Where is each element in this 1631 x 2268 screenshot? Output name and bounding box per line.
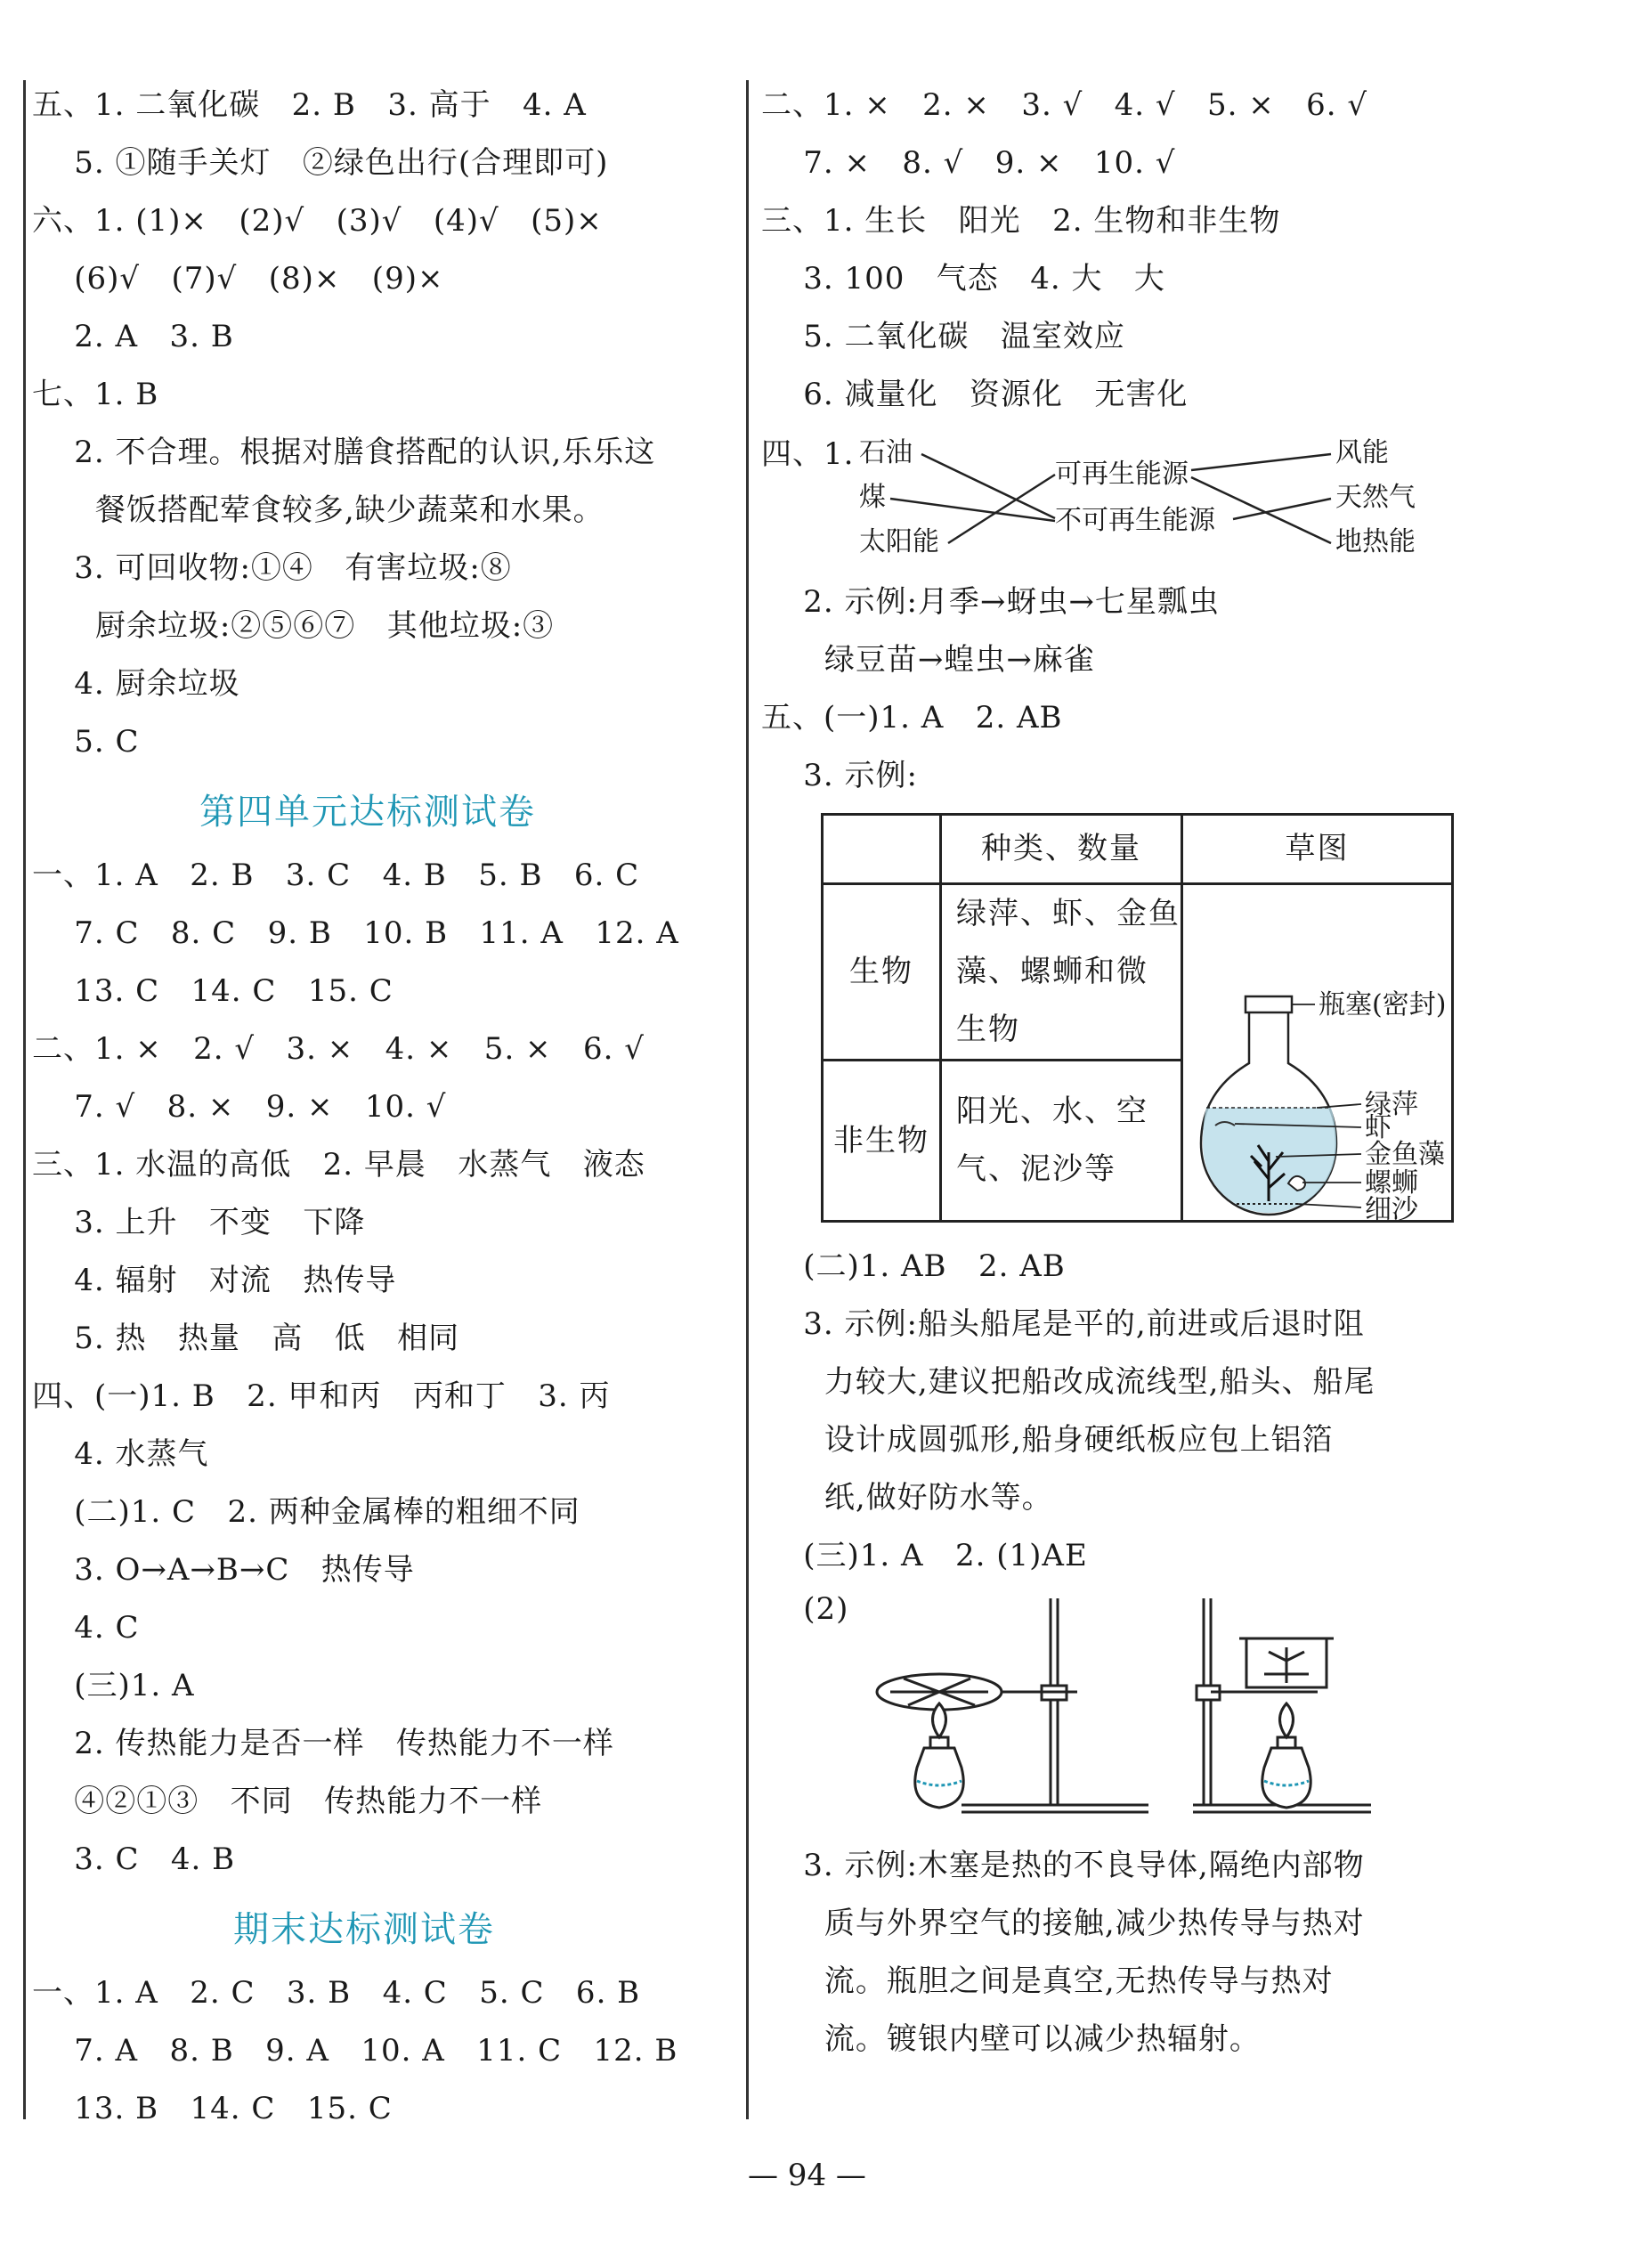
answer-line: 绿豆苗→蝗虫→麻雀: [761, 642, 1095, 678]
answer-line: 3. 100 气态 4. 大 大: [761, 261, 1165, 297]
answer-line: 3. 示例:木塞是热的不良导体,隔绝内部物: [761, 1848, 1365, 1883]
sketch-label: 细沙: [1365, 1194, 1418, 1225]
sealed-bottle-sketch: [1183, 885, 1461, 1223]
page-number: — 94 —: [748, 2158, 866, 2193]
heating-apparatus-drawings: [855, 1589, 1478, 1821]
section-heading-unit4: 第四单元达标测试卷: [199, 792, 536, 833]
answer-line: 五、(一)1. A 2. AB: [761, 700, 1063, 736]
match-right-item: 地热能: [1335, 526, 1416, 557]
answer-line: 设计成圆弧形,船身硬纸板应包上铝箔: [761, 1422, 1334, 1458]
answer-line: 五、1. 二氧化碳 2. B 3. 高于 4. A: [32, 87, 587, 123]
answer-line: 3. 上升 不变 下降: [32, 1205, 366, 1240]
answer-line: 6. 减量化 资源化 无害化: [761, 377, 1189, 412]
match-right-item: 天然气: [1335, 482, 1416, 513]
answer-line: (三)1. A: [32, 1668, 195, 1703]
answer-line: 3. 示例:船头船尾是平的,前进或后退时阻: [761, 1306, 1365, 1342]
match-left-item: 煤: [859, 482, 886, 513]
sketch-label: 瓶塞(密封): [1319, 989, 1447, 1020]
answer-line: 力较大,建议把船改成流线型,船头、船尾: [761, 1364, 1375, 1400]
answer-line: 厨余垃圾:②⑤⑥⑦ 其他垃圾:③: [32, 608, 555, 644]
answer-line: 二、1. × 2. × 3. √ 4. √ 5. × 6. √: [761, 87, 1368, 123]
table-sketch-cell: [1182, 884, 1453, 1225]
table-row-label: 非生物: [823, 1061, 941, 1222]
answer-line: 餐饭搭配荤食较多,缺少蔬菜和水果。: [32, 492, 605, 528]
answer-line: 七、1. B: [32, 377, 159, 412]
table-header-cell: 草图: [1182, 815, 1453, 884]
question-prefix: 四、1.: [761, 436, 855, 472]
answer-line: 7. A 8. B 9. A 10. A 11. C 12. B: [32, 2033, 678, 2069]
answer-line: 一、1. A 2. C 3. B 4. C 5. C 6. B: [32, 1975, 641, 2011]
answer-line: 三、1. 水温的高低 2. 早晨 水蒸气 液态: [32, 1147, 645, 1183]
table-row-label: 生物: [823, 884, 941, 1061]
answer-line: (二)1. C 2. 两种金属棒的粗细不同: [32, 1494, 580, 1530]
section-heading-final: 期末达标测试卷: [233, 1909, 495, 1950]
answer-line: 3. C 4. B: [32, 1841, 236, 1877]
answer-line: 2. 不合理。根据对膳食搭配的认识,乐乐这: [32, 435, 656, 470]
match-middle-item: 不可再生能源: [1055, 505, 1215, 536]
table-header-cell: 种类、数量: [941, 815, 1182, 884]
match-left-item: 太阳能: [859, 526, 939, 557]
answer-line: 四、(一)1. B 2. 甲和丙 丙和丁 3. 丙: [32, 1378, 611, 1414]
answer-line: 13. B 14. C 15. C: [32, 2091, 393, 2126]
sketch-label: 金鱼藻: [1365, 1139, 1445, 1170]
table-cell: 绿萍、虾、金鱼 藻、螺蛳和微 生物: [941, 884, 1182, 1061]
match-middle-item: 可再生能源: [1055, 459, 1189, 490]
answer-line: 5. ①随手关灯 ②绿色出行(合理即可): [32, 145, 609, 181]
sketch-label: 绿萍: [1365, 1089, 1418, 1120]
answer-line: 7. × 8. √ 9. × 10. √: [761, 145, 1176, 181]
answer-line: (2): [761, 1591, 849, 1627]
sketch-label: 虾: [1365, 1112, 1392, 1143]
ecosystem-table: [821, 813, 1454, 1223]
answer-line: (6)√ (7)√ (8)× (9)×: [32, 261, 444, 297]
answer-line: 5. 二氧化碳 温室效应: [761, 319, 1125, 354]
answer-line: 二、1. × 2. √ 3. × 4. × 5. × 6. √: [32, 1031, 645, 1067]
answer-line: 5. 热 热量 高 低 相同: [32, 1321, 460, 1356]
answer-line: 3. 示例:: [761, 758, 918, 793]
answer-line: 流。镀银内壁可以减少热辐射。: [761, 2021, 1261, 2057]
answer-line: 一、1. A 2. B 3. C 4. B 5. B 6. C: [32, 858, 640, 893]
answer-line: ④②①③ 不同 传热能力不一样: [32, 1784, 543, 1819]
answer-line: (二)1. AB 2. AB: [761, 1248, 1066, 1284]
answer-line: 质与外界空气的接触,减少热传导与热对: [761, 1906, 1365, 1941]
answer-line: (三)1. A 2. (1)AE: [761, 1538, 1088, 1573]
answer-line: 3. O→A→B→C 热传导: [32, 1552, 415, 1588]
answer-line: 7. √ 8. × 9. × 10. √: [32, 1089, 447, 1125]
table-cell: 阳光、水、空 气、泥沙等: [941, 1061, 1182, 1222]
answer-line: 4. C: [32, 1610, 140, 1646]
answer-line: 5. C: [32, 724, 140, 760]
answer-line: 2. A 3. B: [32, 319, 234, 354]
answer-line: 纸,做好防水等。: [761, 1480, 1053, 1516]
table-header-empty: [823, 815, 941, 884]
answer-line: 13. C 14. C 15. C: [32, 973, 394, 1009]
answer-line: 三、1. 生长 阳光 2. 生物和非生物: [761, 203, 1281, 239]
answer-line: 2. 示例:月季→蚜虫→七星瓢虫: [761, 584, 1220, 620]
answer-line: 4. 水蒸气: [32, 1436, 209, 1472]
answer-line: 2. 传热能力是否一样 传热能力不一样: [32, 1726, 614, 1761]
answer-line: 六、1. (1)× (2)√ (3)√ (4)√ (5)×: [32, 203, 603, 239]
matching-lines: [0, 0, 1631, 623]
sketch-label: 螺蛳: [1365, 1167, 1418, 1199]
match-left-item: 石油: [859, 437, 913, 468]
answer-line: 流。瓶胆之间是真空,无热传导与热对: [761, 1963, 1334, 1999]
answer-line: 7. C 8. C 9. B 10. B 11. A 12. A: [32, 915, 679, 951]
match-right-item: 风能: [1335, 437, 1389, 468]
answer-line: 3. 可回收物:①④ 有害垃圾:⑧: [32, 550, 512, 586]
answer-line: 4. 辐射 对流 热传导: [32, 1263, 397, 1298]
answer-line: 4. 厨余垃圾: [32, 666, 240, 702]
